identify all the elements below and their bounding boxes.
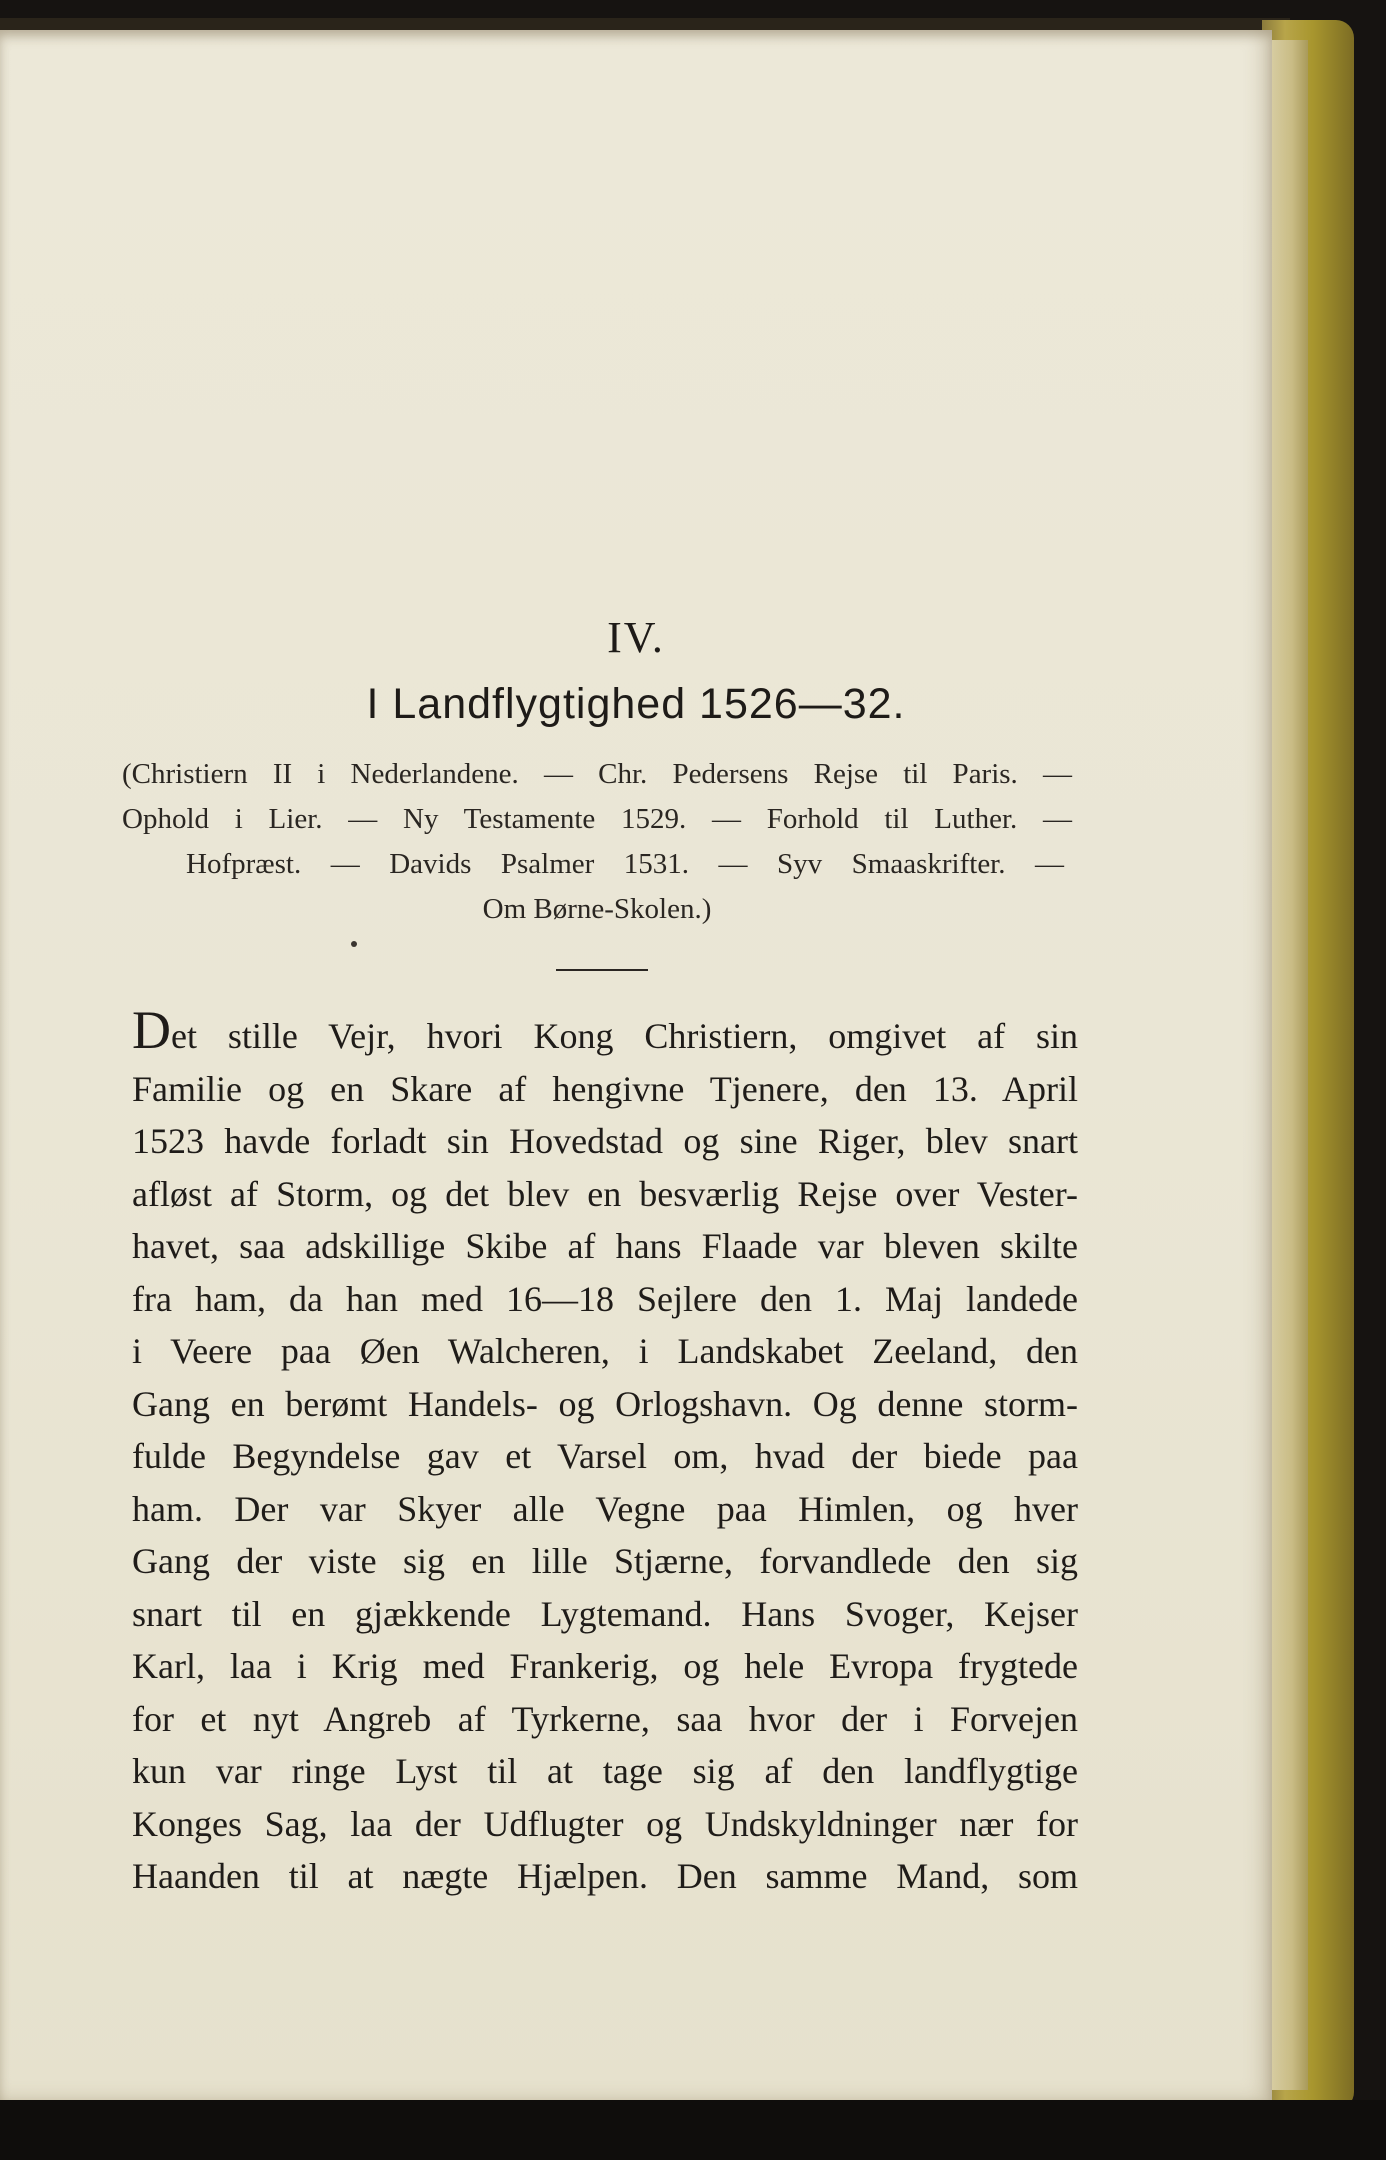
body-line: ham. Der var Skyer alle Vegne paa Himlen, og hver	[132, 1488, 1078, 1529]
chapter-number: IV.	[607, 613, 665, 662]
ink-speck	[351, 941, 357, 947]
body-line: Gang en berømt Handels- og Orlogshavn. Og denne storm-	[132, 1383, 1078, 1424]
summary-line: (Christiern II i Nederlandene. — Chr. Pedersens Rejse til Paris. —	[122, 758, 1072, 790]
body-line: fulde Begyndelse gav et Varsel om, hvad der biede paa	[132, 1436, 1078, 1476]
body-line: afløst af Storm, og det blev en besværlig Rejse over Vester-	[132, 1173, 1078, 1214]
body-line: 1523 havde forladt sin Hovedstad og sine Riger, blev snart	[132, 1121, 1078, 1161]
body-line: Haanden til at nægte Hjælpen. Den samme Mand, som	[132, 1856, 1078, 1896]
body-text	[132, 1000, 1078, 1903]
body-line: i Veere paa Øen Walcheren, i Landskabet Zeeland, den	[132, 1331, 1078, 1371]
scan-bottom-band	[0, 2100, 1386, 2160]
body-line: for et nyt Angreb af Tyrkerne, saa hvor der i Forvejen	[132, 1698, 1078, 1739]
body-line: kun var ringe Lyst til at tage sig af den landflygtige	[132, 1751, 1078, 1791]
body-line: fra ham, da han med 16—18 Sejlere den 1. Maj landede	[132, 1278, 1078, 1319]
body-line-first	[132, 1000, 1078, 1063]
section-divider	[556, 969, 648, 971]
chapter-title: I Landflygtighed 1526—32.	[366, 680, 906, 728]
summary-line: Hofpræst. — Davids Psalmer 1531. — Syv Smaaskrifter. —	[186, 848, 1064, 880]
drop-cap: D	[132, 1000, 171, 1060]
body-line: Gang der viste sig en lille Stjærne, forvandlede den sig	[132, 1541, 1078, 1581]
summary-line: Om Børne-Skolen.)	[482, 893, 712, 925]
body-line: Konges Sag, laa der Udflugter og Undskyldninger nær for	[132, 1803, 1078, 1844]
first-line-text: et stille Vejr, hvori Kong Christiern, omgivet af sin	[171, 1016, 1078, 1056]
summary-line: Ophold i Lier. — Ny Testamente 1529. — Forhold til Luther. —	[122, 803, 1072, 835]
body-line: snart til en gjækkende Lygtemand. Hans Svoger, Kejser	[132, 1593, 1078, 1634]
body-line: havet, saa adskillige Skibe af hans Flaade var bleven skilte	[132, 1226, 1078, 1266]
body-line: Familie og en Skare af hengivne Tjenere, den 13. April	[132, 1068, 1078, 1109]
chapter-summary	[122, 752, 1072, 932]
page-stack-edge	[1268, 40, 1308, 2090]
body-line: Karl, laa i Krig med Frankerig, og hele Evropa frygtede	[132, 1646, 1078, 1686]
